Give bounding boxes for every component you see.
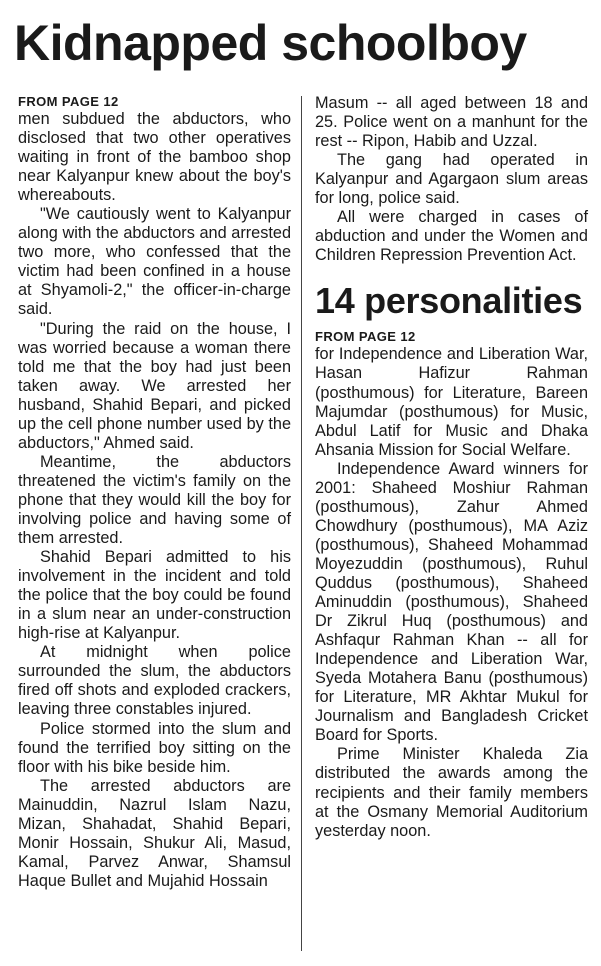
paragraph: "During the raid on the house, I was worried because a woman there told me that the boy had just been taken away. We arrested her husband, Shahid Bepari, and picked up the cell phone number used by the abductors," Ahmed said.: [18, 319, 291, 452]
paragraph: men subdued the abductors, who disclosed that two other operatives waiting in front of the bamboo shop near Kalyanpur knew about the boy's whereabouts.: [18, 110, 291, 205]
jump-label: FROM PAGE 12: [315, 329, 416, 345]
paragraph: Police stormed into the slum and found the terrified boy sitting on the floor with his bike beside him.: [18, 719, 291, 776]
paragraph: Independence Award winners for 2001: Shaheed Moshiur Rahman (posthumous), Zahur Ahmed Chowdhury (posthumous), MA Aziz (posthumous), Shaheed Mohammad Moyezuddin (posthumous), Ruhul Quddus (posthumous), Shaheed Aminuddin (posthumous), Shaheed Dr Zikrul Huq (posthumous) and Ashfaqur Rahman Khan -- all for Independence and Liberation War, Syeda Motahera Banu (posthumous) for Literature, MR Akhtar Mukul for Journalism and Bangladesh Cricket Board for Sports.: [315, 459, 588, 745]
column-divider: [301, 96, 302, 951]
headline: Kidnapped schoolboy: [14, 15, 527, 71]
paragraph: Prime Minister Khaleda Zia distributed the awards among the recipients and their family members at the Osmany Memorial Auditorium yesterday noon.: [315, 745, 588, 840]
paragraph: Shahid Bepari admitted to his involvement in the incident and told the police that the boy could be found in a slum near an under-construction high-rise at Kalyanpur.: [18, 548, 291, 643]
second-story-headline: 14 personalities: [315, 280, 583, 322]
paragraph: Meantime, the abductors threatened the victim's family on the phone that they would kill the boy for involving police and having some of them arrested.: [18, 452, 291, 548]
paragraph: for Independence and Liberation War, Hasan Hafizur Rahman (posthumous) for Literature, Bareen Majumdar (posthumous) for Music, Abdul Latif for Music and Dhaka Ahsania Mission for Social Welfare.: [315, 345, 588, 459]
paragraph: Masum -- all aged between 18 and 25. Police went on a manhunt for the rest -- Ripon, Habib and Uzzal.: [315, 94, 588, 151]
right-column: [315, 94, 588, 841]
jump-label: FROM PAGE 12: [18, 94, 119, 109]
left-column: [18, 94, 291, 891]
paragraph: "We cautiously went to Kalyanpur along with the abductors and arrested two more, who confessed that the victim had been confined in a house at Shyamoli-2," the officer-in-charge said.: [18, 205, 291, 319]
paragraph: At midnight when police surrounded the slum, the abductors fired off shots and exploded crackers, leaving three constables injured.: [18, 643, 291, 719]
paragraph: All were charged in cases of abduction and under the Women and Children Repression Prevention Act.: [315, 208, 588, 265]
paragraph: The gang had operated in Kalyanpur and Agargaon slum areas for long, police said.: [315, 151, 588, 208]
paragraph: The arrested abductors are Mainuddin, Nazrul Islam Nazu, Mizan, Shahadat, Shahid Bepari, Monir Hossain, Shukur Ali, Masud, Kamal, Parvez Anwar, Shamsul Haque Bullet and Mujahid Hossain: [18, 776, 291, 890]
